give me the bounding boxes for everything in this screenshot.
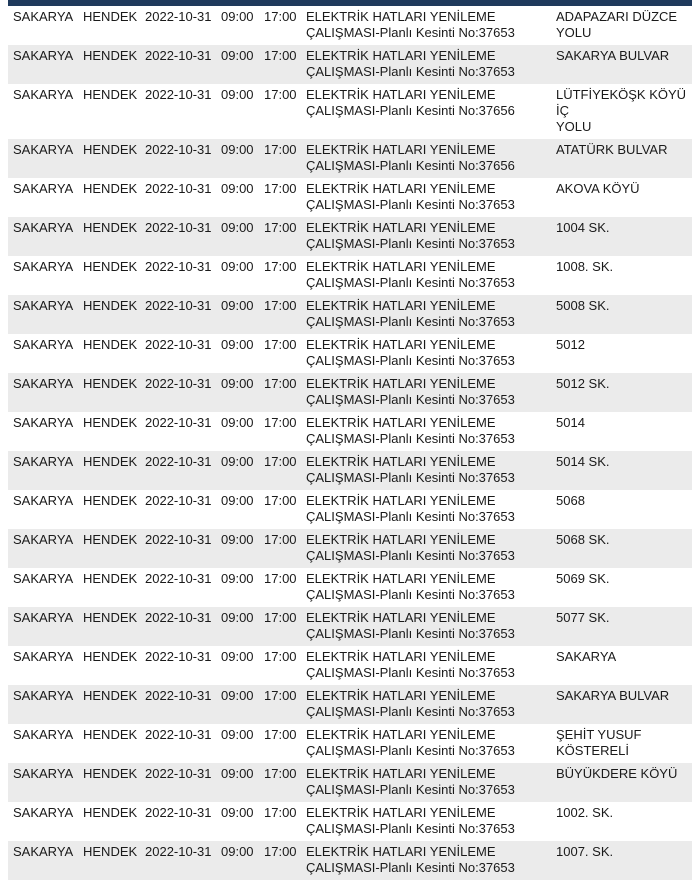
cell-province: SAKARYA (13, 376, 74, 391)
cell-province: SAKARYA (13, 766, 74, 781)
table-row (8, 451, 692, 490)
cell-date: 2022-10-31 (145, 376, 212, 391)
table-row (8, 607, 692, 646)
cell-end-time: 17:00 (264, 48, 297, 63)
description-line-1: ELEKTRİK HATLARI YENİLEME (306, 493, 496, 508)
description-line-2: ÇALIŞMASI-Planlı Kesinti No:37653 (306, 236, 515, 251)
cell-province: SAKARYA (13, 415, 74, 430)
cell-start-time: 09:00 (221, 48, 254, 63)
description-line-1: ELEKTRİK HATLARI YENİLEME (306, 844, 496, 859)
description-line-2: ÇALIŞMASI-Planlı Kesinti No:37656 (306, 158, 515, 173)
location-line-1: ADAPAZARI DÜZCE (556, 9, 678, 24)
cell-date: 2022-10-31 (145, 571, 212, 586)
cell-start-time: 09:00 (221, 727, 254, 742)
cell-date: 2022-10-31 (145, 727, 212, 742)
cell-description (306, 568, 556, 607)
cell-province: SAKARYA (13, 48, 74, 63)
description-line-2: ÇALIŞMASI-Planlı Kesinti No:37653 (306, 626, 515, 641)
cell-start-time: 09:00 (221, 376, 254, 391)
cell-district: HENDEK (83, 727, 138, 742)
description-line-2: ÇALIŞMASI-Planlı Kesinti No:37653 (306, 431, 515, 446)
cell-location (556, 45, 692, 84)
location-line-1: 5014 (556, 415, 585, 430)
location-line-1: SAKARYA BULVAR (556, 48, 670, 63)
cell-description (306, 685, 556, 724)
cell-province: SAKARYA (13, 649, 74, 664)
cell-end-time: 17:00 (264, 454, 297, 469)
description-line-1: ELEKTRİK HATLARI YENİLEME (306, 610, 496, 625)
cell-date: 2022-10-31 (145, 805, 212, 820)
location-line-1: LÜTFİYEKÖŞK KÖYÜ İÇ (556, 87, 687, 118)
cell-description (306, 607, 556, 646)
cell-district: HENDEK (83, 142, 138, 157)
cell-description (306, 295, 556, 334)
table-row (8, 412, 692, 451)
cell-district: HENDEK (83, 766, 138, 781)
cell-start-time: 09:00 (221, 298, 254, 313)
location-line-1: BÜYÜKDERE KÖYÜ (556, 766, 678, 781)
cell-end-time: 17:00 (264, 220, 297, 235)
description-line-1: ELEKTRİK HATLARI YENİLEME (306, 142, 496, 157)
cell-start-time: 09:00 (221, 87, 254, 102)
cell-location (556, 139, 692, 178)
description-line-2: ÇALIŞMASI-Planlı Kesinti No:37653 (306, 275, 515, 290)
cell-district: HENDEK (83, 493, 138, 508)
description-line-2: ÇALIŞMASI-Planlı Kesinti No:37653 (306, 782, 515, 797)
cell-date: 2022-10-31 (145, 87, 212, 102)
cell-district: HENDEK (83, 844, 138, 859)
cell-province: SAKARYA (13, 181, 74, 196)
cell-description (306, 529, 556, 568)
cell-end-time: 17:00 (264, 571, 297, 586)
description-line-2: ÇALIŞMASI-Planlı Kesinti No:37653 (306, 743, 515, 758)
cell-province: SAKARYA (13, 87, 74, 102)
cell-district: HENDEK (83, 805, 138, 820)
cell-end-time: 17:00 (264, 844, 297, 859)
cell-province: SAKARYA (13, 220, 74, 235)
description-line-1: ELEKTRİK HATLARI YENİLEME (306, 337, 496, 352)
description-line-1: ELEKTRİK HATLARI YENİLEME (306, 181, 496, 196)
cell-location (556, 529, 692, 568)
cell-location (556, 451, 692, 490)
cell-province: SAKARYA (13, 532, 74, 547)
cell-location (556, 412, 692, 451)
cell-district: HENDEK (83, 9, 138, 24)
table-row (8, 295, 692, 334)
cell-end-time: 17:00 (264, 259, 297, 274)
table-row (8, 529, 692, 568)
location-line-2: YOLU (556, 119, 592, 134)
description-line-2: ÇALIŞMASI-Planlı Kesinti No:37653 (306, 197, 515, 212)
cell-province: SAKARYA (13, 610, 74, 625)
cell-end-time: 17:00 (264, 87, 297, 102)
cell-district: HENDEK (83, 415, 138, 430)
description-line-1: ELEKTRİK HATLARI YENİLEME (306, 649, 496, 664)
cell-location (556, 763, 692, 802)
location-line-1: SAKARYA (556, 649, 617, 664)
cell-end-time: 17:00 (264, 337, 297, 352)
cell-location (556, 724, 692, 763)
cell-date: 2022-10-31 (145, 454, 212, 469)
description-line-1: ELEKTRİK HATLARI YENİLEME (306, 532, 496, 547)
cell-province: SAKARYA (13, 454, 74, 469)
location-line-2: KÖSTERELİ (556, 743, 629, 758)
location-line-1: 5068 SK. (556, 532, 610, 547)
cell-start-time: 09:00 (221, 337, 254, 352)
cell-end-time: 17:00 (264, 727, 297, 742)
description-line-1: ELEKTRİK HATLARI YENİLEME (306, 571, 496, 586)
cell-description (306, 139, 556, 178)
location-line-1: AKOVA KÖYÜ (556, 181, 640, 196)
cell-date: 2022-10-31 (145, 649, 212, 664)
location-line-1: 5012 (556, 337, 585, 352)
description-line-1: ELEKTRİK HATLARI YENİLEME (306, 48, 496, 63)
cell-end-time: 17:00 (264, 532, 297, 547)
description-line-2: ÇALIŞMASI-Planlı Kesinti No:37656 (306, 103, 515, 118)
cell-district: HENDEK (83, 454, 138, 469)
cell-description (306, 646, 556, 685)
location-line-1: 1007. SK. (556, 844, 614, 859)
cell-province: SAKARYA (13, 805, 74, 820)
description-line-1: ELEKTRİK HATLARI YENİLEME (306, 9, 496, 24)
cell-end-time: 17:00 (264, 415, 297, 430)
cell-location (556, 373, 692, 412)
description-line-2: ÇALIŞMASI-Planlı Kesinti No:37653 (306, 509, 515, 524)
location-line-1: ŞEHİT YUSUF (556, 727, 642, 742)
location-line-1: ATATÜRK BULVAR (556, 142, 668, 157)
description-line-1: ELEKTRİK HATLARI YENİLEME (306, 220, 496, 235)
description-line-2: ÇALIŞMASI-Planlı Kesinti No:37653 (306, 392, 515, 407)
cell-district: HENDEK (83, 181, 138, 196)
description-line-1: ELEKTRİK HATLARI YENİLEME (306, 688, 496, 703)
cell-end-time: 17:00 (264, 688, 297, 703)
cell-date: 2022-10-31 (145, 337, 212, 352)
location-line-1: 5014 SK. (556, 454, 610, 469)
cell-province: SAKARYA (13, 337, 74, 352)
cell-description (306, 490, 556, 529)
cell-location (556, 217, 692, 256)
cell-province: SAKARYA (13, 688, 74, 703)
outage-table-body (8, 6, 692, 880)
cell-date: 2022-10-31 (145, 181, 212, 196)
cell-location (556, 607, 692, 646)
table-row (8, 763, 692, 802)
cell-start-time: 09:00 (221, 9, 254, 24)
cell-description (306, 841, 556, 880)
cell-date: 2022-10-31 (145, 298, 212, 313)
description-line-2: ÇALIŞMASI-Planlı Kesinti No:37653 (306, 587, 515, 602)
outage-table (8, 6, 692, 880)
cell-start-time: 09:00 (221, 532, 254, 547)
description-line-1: ELEKTRİK HATLARI YENİLEME (306, 415, 496, 430)
cell-province: SAKARYA (13, 844, 74, 859)
cell-end-time: 17:00 (264, 805, 297, 820)
table-row (8, 373, 692, 412)
description-line-2: ÇALIŞMASI-Planlı Kesinti No:37653 (306, 353, 515, 368)
cell-location (556, 490, 692, 529)
description-line-1: ELEKTRİK HATLARI YENİLEME (306, 727, 496, 742)
cell-province: SAKARYA (13, 298, 74, 313)
table-row (8, 84, 692, 139)
cell-province: SAKARYA (13, 142, 74, 157)
cell-date: 2022-10-31 (145, 415, 212, 430)
description-line-2: ÇALIŞMASI-Planlı Kesinti No:37653 (306, 314, 515, 329)
description-line-2: ÇALIŞMASI-Planlı Kesinti No:37653 (306, 821, 515, 836)
table-row (8, 724, 692, 763)
location-line-1: 5012 SK. (556, 376, 610, 391)
cell-start-time: 09:00 (221, 181, 254, 196)
cell-end-time: 17:00 (264, 298, 297, 313)
cell-description (306, 217, 556, 256)
cell-district: HENDEK (83, 87, 138, 102)
cell-start-time: 09:00 (221, 571, 254, 586)
location-line-1: 5008 SK. (556, 298, 610, 313)
location-line-1: 5077 SK. (556, 610, 610, 625)
location-line-1: 5068 (556, 493, 585, 508)
cell-location (556, 685, 692, 724)
location-line-2: YOLU (556, 25, 592, 40)
location-line-1: SAKARYA BULVAR (556, 688, 670, 703)
cell-district: HENDEK (83, 610, 138, 625)
cell-start-time: 09:00 (221, 454, 254, 469)
cell-date: 2022-10-31 (145, 844, 212, 859)
cell-start-time: 09:00 (221, 493, 254, 508)
cell-start-time: 09:00 (221, 844, 254, 859)
description-line-1: ELEKTRİK HATLARI YENİLEME (306, 298, 496, 313)
cell-district: HENDEK (83, 220, 138, 235)
description-line-2: ÇALIŞMASI-Planlı Kesinti No:37653 (306, 470, 515, 485)
location-line-1: 1002. SK. (556, 805, 614, 820)
description-line-1: ELEKTRİK HATLARI YENİLEME (306, 454, 496, 469)
cell-description (306, 178, 556, 217)
cell-district: HENDEK (83, 376, 138, 391)
cell-start-time: 09:00 (221, 220, 254, 235)
description-line-1: ELEKTRİK HATLARI YENİLEME (306, 87, 496, 102)
cell-description (306, 724, 556, 763)
cell-start-time: 09:00 (221, 766, 254, 781)
cell-description (306, 6, 556, 45)
cell-start-time: 09:00 (221, 688, 254, 703)
cell-district: HENDEK (83, 571, 138, 586)
cell-date: 2022-10-31 (145, 48, 212, 63)
cell-province: SAKARYA (13, 259, 74, 274)
cell-location (556, 178, 692, 217)
cell-date: 2022-10-31 (145, 9, 212, 24)
description-line-2: ÇALIŞMASI-Planlı Kesinti No:37653 (306, 25, 515, 40)
location-line-1: 1004 SK. (556, 220, 610, 235)
cell-description (306, 256, 556, 295)
cell-end-time: 17:00 (264, 610, 297, 625)
cell-date: 2022-10-31 (145, 610, 212, 625)
description-line-1: ELEKTRİK HATLARI YENİLEME (306, 766, 496, 781)
cell-district: HENDEK (83, 688, 138, 703)
cell-location (556, 295, 692, 334)
cell-location (556, 646, 692, 685)
cell-description (306, 802, 556, 841)
cell-location (556, 841, 692, 880)
table-row (8, 490, 692, 529)
cell-district: HENDEK (83, 649, 138, 664)
description-line-1: ELEKTRİK HATLARI YENİLEME (306, 376, 496, 391)
cell-location (556, 568, 692, 607)
table-row (8, 646, 692, 685)
cell-start-time: 09:00 (221, 649, 254, 664)
cell-date: 2022-10-31 (145, 220, 212, 235)
cell-province: SAKARYA (13, 493, 74, 508)
cell-start-time: 09:00 (221, 142, 254, 157)
cell-end-time: 17:00 (264, 376, 297, 391)
description-line-2: ÇALIŞMASI-Planlı Kesinti No:37653 (306, 64, 515, 79)
cell-description (306, 45, 556, 84)
cell-start-time: 09:00 (221, 259, 254, 274)
description-line-2: ÇALIŞMASI-Planlı Kesinti No:37653 (306, 860, 515, 875)
cell-date: 2022-10-31 (145, 532, 212, 547)
table-row (8, 45, 692, 84)
description-line-2: ÇALIŞMASI-Planlı Kesinti No:37653 (306, 665, 515, 680)
cell-province: SAKARYA (13, 9, 74, 24)
cell-location (556, 334, 692, 373)
description-line-2: ÇALIŞMASI-Planlı Kesinti No:37653 (306, 704, 515, 719)
table-row (8, 217, 692, 256)
description-line-1: ELEKTRİK HATLARI YENİLEME (306, 805, 496, 820)
table-row (8, 802, 692, 841)
table-row (8, 841, 692, 880)
cell-end-time: 17:00 (264, 181, 297, 196)
table-row (8, 685, 692, 724)
cell-date: 2022-10-31 (145, 688, 212, 703)
cell-end-time: 17:00 (264, 142, 297, 157)
cell-district: HENDEK (83, 298, 138, 313)
cell-description (306, 451, 556, 490)
cell-description (306, 334, 556, 373)
cell-location (556, 256, 692, 295)
table-row (8, 256, 692, 295)
cell-start-time: 09:00 (221, 610, 254, 625)
description-line-1: ELEKTRİK HATLARI YENİLEME (306, 259, 496, 274)
cell-start-time: 09:00 (221, 805, 254, 820)
table-row (8, 568, 692, 607)
cell-description (306, 84, 556, 139)
location-line-1: 1008. SK. (556, 259, 614, 274)
description-line-2: ÇALIŞMASI-Planlı Kesinti No:37653 (306, 548, 515, 563)
cell-district: HENDEK (83, 337, 138, 352)
location-line-1: 5069 SK. (556, 571, 610, 586)
table-row (8, 178, 692, 217)
cell-location (556, 6, 692, 45)
cell-location (556, 84, 692, 139)
cell-end-time: 17:00 (264, 766, 297, 781)
cell-end-time: 17:00 (264, 9, 297, 24)
table-row (8, 334, 692, 373)
cell-description (306, 763, 556, 802)
cell-district: HENDEK (83, 48, 138, 63)
cell-date: 2022-10-31 (145, 259, 212, 274)
cell-date: 2022-10-31 (145, 493, 212, 508)
cell-province: SAKARYA (13, 571, 74, 586)
table-row (8, 6, 692, 45)
cell-province: SAKARYA (13, 727, 74, 742)
cell-end-time: 17:00 (264, 649, 297, 664)
cell-description (306, 373, 556, 412)
table-row (8, 139, 692, 178)
cell-description (306, 412, 556, 451)
cell-district: HENDEK (83, 259, 138, 274)
cell-location (556, 802, 692, 841)
cell-end-time: 17:00 (264, 493, 297, 508)
cell-date: 2022-10-31 (145, 142, 212, 157)
cell-district: HENDEK (83, 532, 138, 547)
cell-start-time: 09:00 (221, 415, 254, 430)
cell-date: 2022-10-31 (145, 766, 212, 781)
